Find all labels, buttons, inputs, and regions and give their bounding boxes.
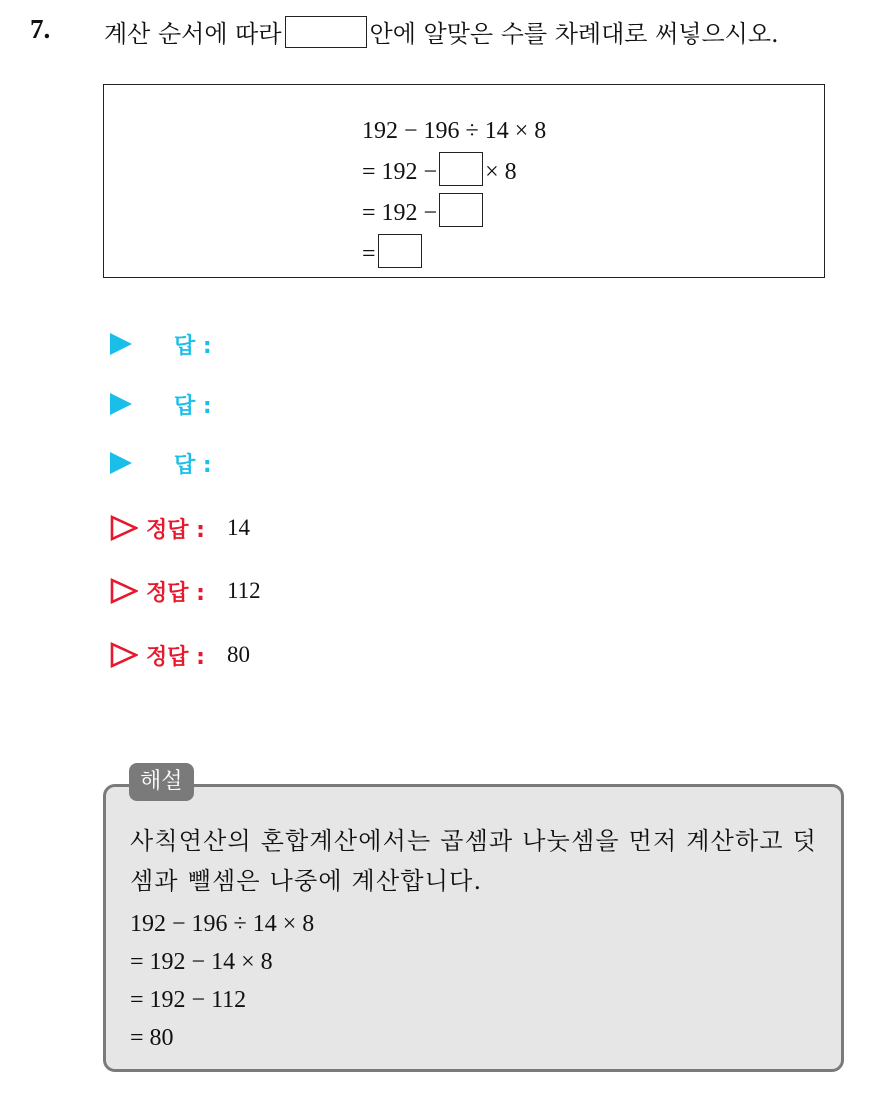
play-arrow-icon — [110, 452, 132, 474]
equation-line-1: 192 − 196 ÷ 14 × 8 — [362, 118, 547, 144]
question-text-after: 안에 알맞은 수를 차례대로 써넣으시오. — [369, 20, 779, 48]
question-number: 7. — [30, 14, 51, 44]
answer-blank-3[interactable] — [378, 234, 422, 268]
answer-row-1[interactable] — [110, 327, 212, 361]
solution-equation — [130, 905, 314, 1057]
solution-step-1: 192 − 196 ÷ 14 × 8 — [130, 911, 315, 937]
answer-row-2[interactable] — [110, 387, 212, 421]
equation-line-2-prefix: = 192 − — [362, 159, 438, 185]
answer-label: 답 : — [174, 393, 212, 419]
play-arrow-icon — [110, 333, 132, 355]
correct-answer-row-1 — [110, 511, 250, 545]
inline-answer-box — [285, 16, 367, 48]
answer-blank-2[interactable] — [439, 193, 483, 227]
correct-answer-row-3 — [110, 638, 250, 672]
equation-line-3-prefix: = 192 − — [362, 200, 438, 226]
question-text-before: 계산 순서에 따라 — [104, 20, 282, 48]
equation-line-2 — [362, 152, 546, 193]
play-arrow-icon — [110, 393, 132, 415]
correct-answer-label: 정답 : — [146, 644, 205, 670]
solution-step-4: = 80 — [130, 1025, 174, 1051]
equation-line-3 — [362, 193, 546, 234]
correct-answer-label: 정답 : — [146, 580, 205, 606]
equation-line-2-suffix: × 8 — [485, 159, 517, 185]
correct-answer-value: 112 — [226, 578, 261, 603]
solution-step-2: = 192 − 14 × 8 — [130, 949, 273, 975]
answer-row-3[interactable] — [110, 446, 212, 480]
equation-line-4 — [362, 234, 546, 275]
problem-equation — [362, 111, 546, 275]
solution-tab: 해설 — [129, 763, 194, 801]
answer-blank-1[interactable] — [439, 152, 483, 186]
correct-answer-label: 정답 : — [146, 517, 205, 543]
problem-box — [103, 84, 825, 278]
equation-line-4-prefix: = — [362, 241, 376, 267]
correct-answer-row-2 — [110, 574, 261, 608]
outline-arrow-icon — [110, 515, 138, 541]
solution-box — [103, 784, 844, 1072]
answer-label: 답 : — [174, 333, 212, 359]
outline-arrow-icon — [110, 578, 138, 604]
correct-answer-value: 14 — [226, 515, 250, 540]
question-text — [104, 16, 779, 52]
solution-step-3: = 192 − 112 — [130, 987, 247, 1013]
outline-arrow-icon — [110, 642, 138, 668]
solution-text: 사칙연산의 혼합계산에서는 곱셈과 나눗셈을 먼저 계산하고 덧셈과 뺄셈은 나중에 계산합니다. — [130, 827, 817, 895]
correct-answer-value: 80 — [226, 642, 250, 667]
answer-label: 답 : — [174, 452, 212, 478]
